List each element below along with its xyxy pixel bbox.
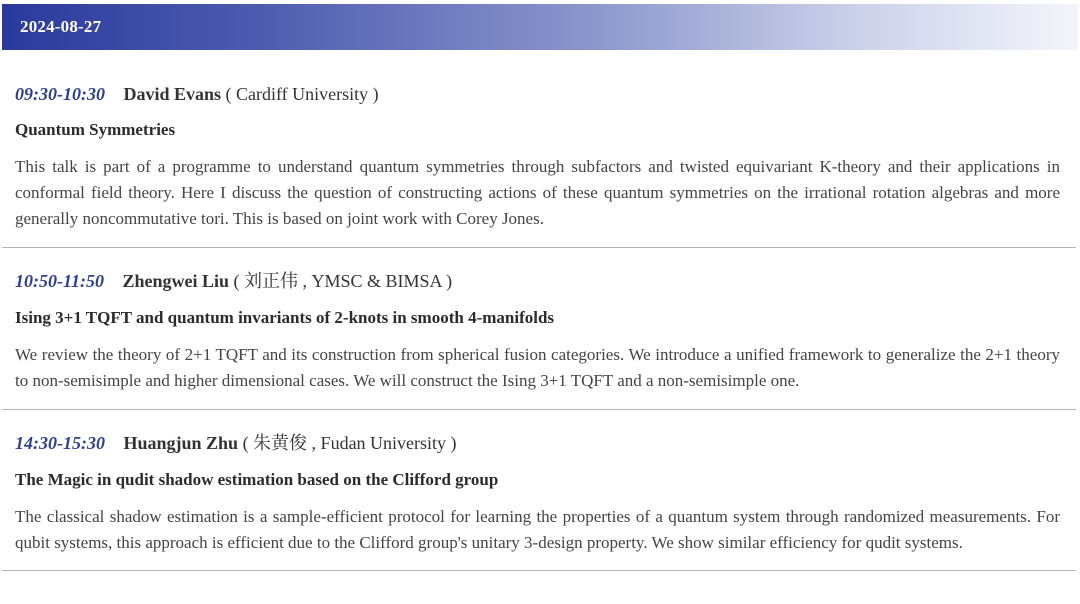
talk-time: 10:50-11:50: [15, 271, 104, 291]
talk-list: [0, 50, 1080, 571]
talk-speaker: Huangjun Zhu: [123, 433, 239, 453]
talk-time: 09:30-10:30: [15, 84, 105, 104]
talk-header: [15, 248, 1060, 292]
talk-item: [0, 410, 1080, 570]
talk-affiliation: ( 朱黄俊 , Fudan University ): [242, 433, 457, 453]
talk-item: [0, 50, 1080, 247]
talk-title: Ising 3+1 TQFT and quantum invariants of 2-knots in smooth 4-manifolds: [15, 308, 555, 327]
talk-speaker: David Evans: [123, 84, 222, 104]
talk-abstract: The classical shadow estimation is a sample-efficient protocol for learning the properties of a quantum system through randomized measurements. For qubit systems, this approach is efficient due to the Clifford group's unitary 3-design property. We show similar efficiency for qudit systems.: [15, 507, 1060, 552]
talk-title: Quantum Symmetries: [15, 120, 176, 139]
talk-abstract: We review the theory of 2+1 TQFT and its construction from spherical fusion categories. We introduce a unified framework to generalize the 2+1 theory to non-semisimple and higher dimensional cases. We will construct the Ising 3+1 TQFT and a non-semisimple one.: [15, 345, 1060, 390]
talk-speaker: Zhengwei Liu: [122, 271, 230, 291]
talk-affiliation: ( 刘正伟 , YMSC & BIMSA ): [233, 271, 453, 291]
talk-header: [15, 50, 1060, 105]
talk-affiliation: ( Cardiff University ): [225, 84, 379, 104]
talk-time: 14:30-15:30: [15, 433, 105, 453]
schedule-date: 2024-08-27: [20, 17, 102, 36]
talk-header: [15, 410, 1060, 454]
talk-abstract: This talk is part of a programme to understand quantum symmetries through subfactors and twisted equivariant K-theory and their applications in conformal field theory. Here I discuss the question of constructing actions of these quantum symmetries on the irrational rotation algebras and more generally noncommutative tori. This is based on joint work with Corey Jones.: [15, 157, 1060, 228]
talk-divider: [2, 570, 1076, 571]
date-banner: [2, 4, 1078, 50]
talk-title: The Magic in qudit shadow estimation based on the Clifford group: [15, 470, 499, 489]
talk-item: [0, 248, 1080, 409]
